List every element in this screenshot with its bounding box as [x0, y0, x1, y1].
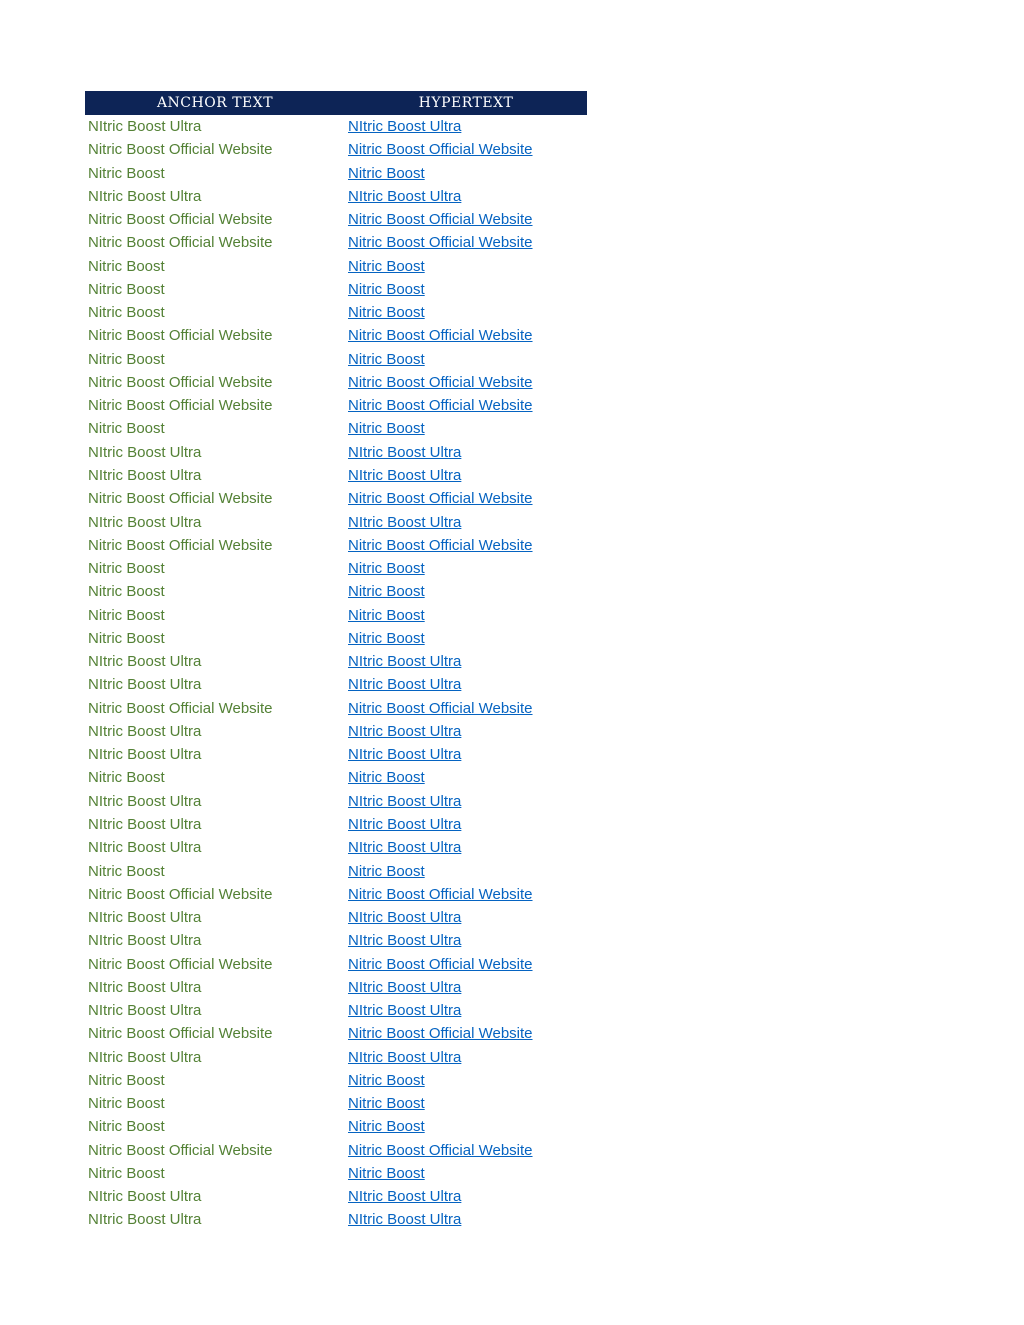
hypertext-cell [345, 650, 587, 673]
anchor-text-cell: Nitric Boost Official Website [88, 327, 273, 345]
table-row [85, 278, 587, 301]
anchor-text-cell: NItric Boost Ultra [88, 118, 202, 135]
anchor-text-cell: Nitric Boost [88, 1071, 165, 1089]
anchor-text-cell: NItric Boost Ultra [88, 978, 202, 996]
hypertext-link[interactable]: NItric Boost Ultra [348, 722, 462, 740]
hypertext-link[interactable]: Nitric Boost Official Website [348, 397, 533, 415]
table-row [85, 813, 587, 836]
hypertext-link[interactable]: Nitric Boost [348, 1118, 425, 1136]
hypertext-link[interactable]: NItric Boost Ultra [348, 187, 462, 205]
table-row [85, 301, 587, 324]
hypertext-cell [345, 1185, 587, 1208]
anchor-text-cell: Nitric Boost Official Website [88, 397, 273, 415]
table-row [85, 836, 587, 859]
anchor-text-cell: Nitric Boost [88, 629, 165, 647]
hypertext-link[interactable]: Nitric Boost Official Website [348, 490, 533, 508]
table-row [85, 208, 587, 231]
anchor-text-cell: Nitric Boost [88, 350, 165, 368]
anchor-text-cell: NItric Boost Ultra [88, 676, 202, 694]
table-row [85, 929, 587, 952]
hypertext-cell [345, 301, 587, 324]
anchor-text-cell: Nitric Boost Official Website [88, 955, 273, 973]
anchor-text-cell: Nitric Boost [88, 304, 165, 322]
anchor-text-cell: NItric Boost Ultra [88, 1188, 202, 1206]
hypertext-cell [345, 1046, 587, 1069]
anchor-text-cell: Nitric Boost [88, 1118, 165, 1136]
table-row [85, 1046, 587, 1069]
hypertext-link[interactable]: NItric Boost Ultra [348, 653, 462, 671]
table-row [85, 324, 587, 347]
table-row [85, 231, 587, 254]
anchor-text-cell: NItric Boost Ultra [88, 1211, 202, 1229]
hypertext-link[interactable]: Nitric Boost [348, 420, 425, 438]
anchor-text-cell: Nitric Boost Official Website [88, 234, 273, 252]
hypertext-cell [345, 906, 587, 929]
anchor-text-cell: Nitric Boost [88, 280, 165, 298]
anchor-text-cell: NItric Boost Ultra [88, 466, 202, 484]
hypertext-link[interactable]: NItric Boost Ultra [348, 1002, 462, 1020]
anchor-table [85, 91, 587, 1232]
hypertext-cell [345, 860, 587, 883]
anchor-text-cell: Nitric Boost [88, 420, 165, 438]
table-row [85, 115, 587, 138]
hypertext-cell [345, 743, 587, 766]
hypertext-link[interactable]: NItric Boost Ultra [348, 932, 462, 950]
hypertext-link[interactable]: NItric Boost Ultra [348, 815, 462, 833]
hypertext-cell [345, 278, 587, 301]
table-row [85, 162, 587, 185]
table-row [85, 1022, 587, 1045]
table-row [85, 673, 587, 696]
anchor-text-cell: NItric Boost Ultra [88, 746, 202, 764]
anchor-text-cell: Nitric Boost Official Website [88, 141, 273, 159]
hypertext-cell [345, 1092, 587, 1115]
hypertext-cell [345, 557, 587, 580]
hypertext-cell [345, 580, 587, 603]
table-row [85, 906, 587, 929]
hypertext-cell [345, 185, 587, 208]
hypertext-link[interactable]: Nitric Boost [348, 629, 425, 647]
hypertext-cell [345, 1022, 587, 1045]
table-row [85, 697, 587, 720]
anchor-text-cell: Nitric Boost [88, 164, 165, 182]
hypertext-cell [345, 1208, 587, 1231]
hypertext-link[interactable]: Nitric Boost Official Website [348, 885, 533, 903]
table-row [85, 464, 587, 487]
hypertext-cell [345, 394, 587, 417]
hypertext-link[interactable]: Nitric Boost [348, 1164, 425, 1182]
hypertext-link[interactable]: Nitric Boost [348, 769, 425, 787]
table-row [85, 534, 587, 557]
hypertext-cell [345, 929, 587, 952]
hypertext-link[interactable]: Nitric Boost Official Website [348, 141, 533, 159]
hypertext-cell [345, 162, 587, 185]
hypertext-link[interactable]: NItric Boost Ultra [348, 746, 462, 764]
hypertext-link[interactable]: NItric Boost Ultra [348, 978, 462, 996]
table-row [85, 1139, 587, 1162]
anchor-text-cell: Nitric Boost [88, 769, 165, 787]
table-row [85, 766, 587, 789]
table-row [85, 487, 587, 510]
table-row [85, 627, 587, 650]
anchor-text-cell: NItric Boost Ultra [88, 815, 202, 833]
hypertext-link[interactable]: Nitric Boost [348, 606, 425, 624]
hypertext-cell [345, 883, 587, 906]
hypertext-cell [345, 324, 587, 347]
table-row [85, 790, 587, 813]
anchor-text-cell: NItric Boost Ultra [88, 513, 202, 531]
table-row [85, 1069, 587, 1092]
hypertext-cell [345, 1139, 587, 1162]
anchor-text-cell: NItric Boost Ultra [88, 443, 202, 461]
hypertext-cell [345, 511, 587, 534]
hypertext-link[interactable]: NItric Boost Ultra [348, 676, 462, 694]
anchor-text-cell: Nitric Boost Official Website [88, 885, 273, 903]
anchor-text-cell: Nitric Boost Official Website [88, 536, 273, 554]
hypertext-cell [345, 371, 587, 394]
hypertext-link[interactable]: NItric Boost Ultra [348, 909, 462, 927]
hypertext-link[interactable]: NItric Boost Ultra [348, 443, 462, 461]
anchor-text-cell: NItric Boost Ultra [88, 932, 202, 950]
hypertext-cell [345, 836, 587, 859]
hypertext-cell [345, 464, 587, 487]
anchor-text-cell: NItric Boost Ultra [88, 722, 202, 740]
hypertext-link[interactable]: Nitric Boost [348, 164, 425, 182]
hypertext-link[interactable]: Nitric Boost Official Website [348, 234, 533, 252]
anchor-text-cell: Nitric Boost [88, 1095, 165, 1113]
hypertext-link[interactable]: NItric Boost Ultra [348, 1188, 462, 1206]
hypertext-link[interactable]: Nitric Boost Official Website [348, 699, 533, 717]
anchor-text-cell: NItric Boost Ultra [88, 839, 202, 857]
hypertext-link[interactable]: NItric Boost Ultra [348, 1048, 462, 1066]
anchor-text-cell: Nitric Boost [88, 1164, 165, 1182]
anchor-text-cell: NItric Boost Ultra [88, 1002, 202, 1020]
hypertext-cell [345, 534, 587, 557]
table-row [85, 371, 587, 394]
table-header [85, 91, 587, 115]
table-row [85, 883, 587, 906]
hypertext-link[interactable]: NItric Boost Ultra [348, 839, 462, 857]
anchor-text-cell: Nitric Boost Official Website [88, 211, 273, 229]
table-row [85, 138, 587, 161]
hypertext-cell [345, 790, 587, 813]
hypertext-link[interactable]: Nitric Boost [348, 1071, 425, 1089]
table-row [85, 394, 587, 417]
anchor-text-cell: NItric Boost Ultra [88, 909, 202, 927]
anchor-text-cell: Nitric Boost Official Website [88, 699, 273, 717]
table-row [85, 1208, 587, 1231]
hypertext-cell [345, 115, 587, 138]
hypertext-cell [345, 999, 587, 1022]
hypertext-cell [345, 348, 587, 371]
header-hypertext: HYPERTEXT [418, 94, 514, 111]
table-row [85, 1185, 587, 1208]
table-row [85, 441, 587, 464]
hypertext-cell [345, 976, 587, 999]
anchor-text-cell: Nitric Boost [88, 560, 165, 578]
table-row [85, 1162, 587, 1185]
hypertext-link[interactable]: NItric Boost Ultra [348, 792, 462, 810]
table-row [85, 348, 587, 371]
table-row [85, 976, 587, 999]
hypertext-link[interactable]: NItric Boost Ultra [348, 118, 462, 135]
hypertext-cell [345, 255, 587, 278]
table-row [85, 185, 587, 208]
table-row [85, 557, 587, 580]
hypertext-cell [345, 766, 587, 789]
hypertext-cell [345, 720, 587, 743]
hypertext-cell [345, 627, 587, 650]
anchor-text-cell: Nitric Boost [88, 862, 165, 880]
table-row [85, 511, 587, 534]
hypertext-link[interactable]: Nitric Boost [348, 280, 425, 298]
hypertext-link[interactable]: Nitric Boost [348, 257, 425, 275]
anchor-text-cell: Nitric Boost [88, 583, 165, 601]
hypertext-link[interactable]: Nitric Boost [348, 1095, 425, 1113]
hypertext-cell [345, 673, 587, 696]
hypertext-cell [345, 813, 587, 836]
anchor-text-cell: NItric Boost Ultra [88, 792, 202, 810]
anchor-text-cell: Nitric Boost Official Website [88, 1141, 273, 1159]
hypertext-cell [345, 953, 587, 976]
hypertext-cell [345, 487, 587, 510]
anchor-text-cell: Nitric Boost Official Website [88, 490, 273, 508]
anchor-text-cell: NItric Boost Ultra [88, 187, 202, 205]
hypertext-cell [345, 138, 587, 161]
hypertext-cell [345, 208, 587, 231]
hypertext-cell [345, 1162, 587, 1185]
hypertext-link[interactable]: Nitric Boost [348, 583, 425, 601]
table-row [85, 650, 587, 673]
hypertext-link[interactable]: Nitric Boost Official Website [348, 955, 533, 973]
table-row [85, 580, 587, 603]
header-anchor-text: ANCHOR TEXT [156, 94, 274, 111]
table-row [85, 604, 587, 627]
table-row [85, 417, 587, 440]
hypertext-link[interactable]: Nitric Boost Official Website [348, 373, 533, 391]
hypertext-cell [345, 697, 587, 720]
hypertext-link[interactable]: Nitric Boost [348, 304, 425, 322]
hypertext-cell [345, 231, 587, 254]
table-body [85, 115, 587, 1232]
anchor-text-cell: Nitric Boost [88, 606, 165, 624]
anchor-text-cell: NItric Boost Ultra [88, 1048, 202, 1066]
hypertext-link[interactable]: Nitric Boost Official Website [348, 1025, 533, 1043]
table-row [85, 999, 587, 1022]
hypertext-cell [345, 441, 587, 464]
hypertext-link[interactable]: NItric Boost Ultra [348, 513, 462, 531]
anchor-text-cell: Nitric Boost Official Website [88, 373, 273, 391]
hypertext-link[interactable]: Nitric Boost [348, 862, 425, 880]
anchor-text-cell: Nitric Boost [88, 257, 165, 275]
hypertext-link[interactable]: Nitric Boost [348, 350, 425, 368]
hypertext-cell [345, 604, 587, 627]
hypertext-cell [345, 1115, 587, 1138]
table-row [85, 743, 587, 766]
hypertext-link[interactable]: Nitric Boost Official Website [348, 536, 533, 554]
hypertext-cell [345, 1069, 587, 1092]
table-row [85, 1092, 587, 1115]
hypertext-link[interactable]: Nitric Boost Official Website [348, 1141, 533, 1159]
hypertext-link[interactable]: Nitric Boost Official Website [348, 211, 533, 229]
hypertext-link[interactable]: Nitric Boost Official Website [348, 327, 533, 345]
table-row [85, 1115, 587, 1138]
anchor-text-cell: Nitric Boost Official Website [88, 1025, 273, 1043]
table-row [85, 953, 587, 976]
table-row [85, 255, 587, 278]
table-row [85, 860, 587, 883]
anchor-text-cell: NItric Boost Ultra [88, 653, 202, 671]
hypertext-link[interactable]: Nitric Boost [348, 560, 425, 578]
table-row [85, 720, 587, 743]
hypertext-link[interactable]: NItric Boost Ultra [348, 1211, 462, 1229]
hypertext-cell [345, 417, 587, 440]
hypertext-link[interactable]: NItric Boost Ultra [348, 466, 462, 484]
